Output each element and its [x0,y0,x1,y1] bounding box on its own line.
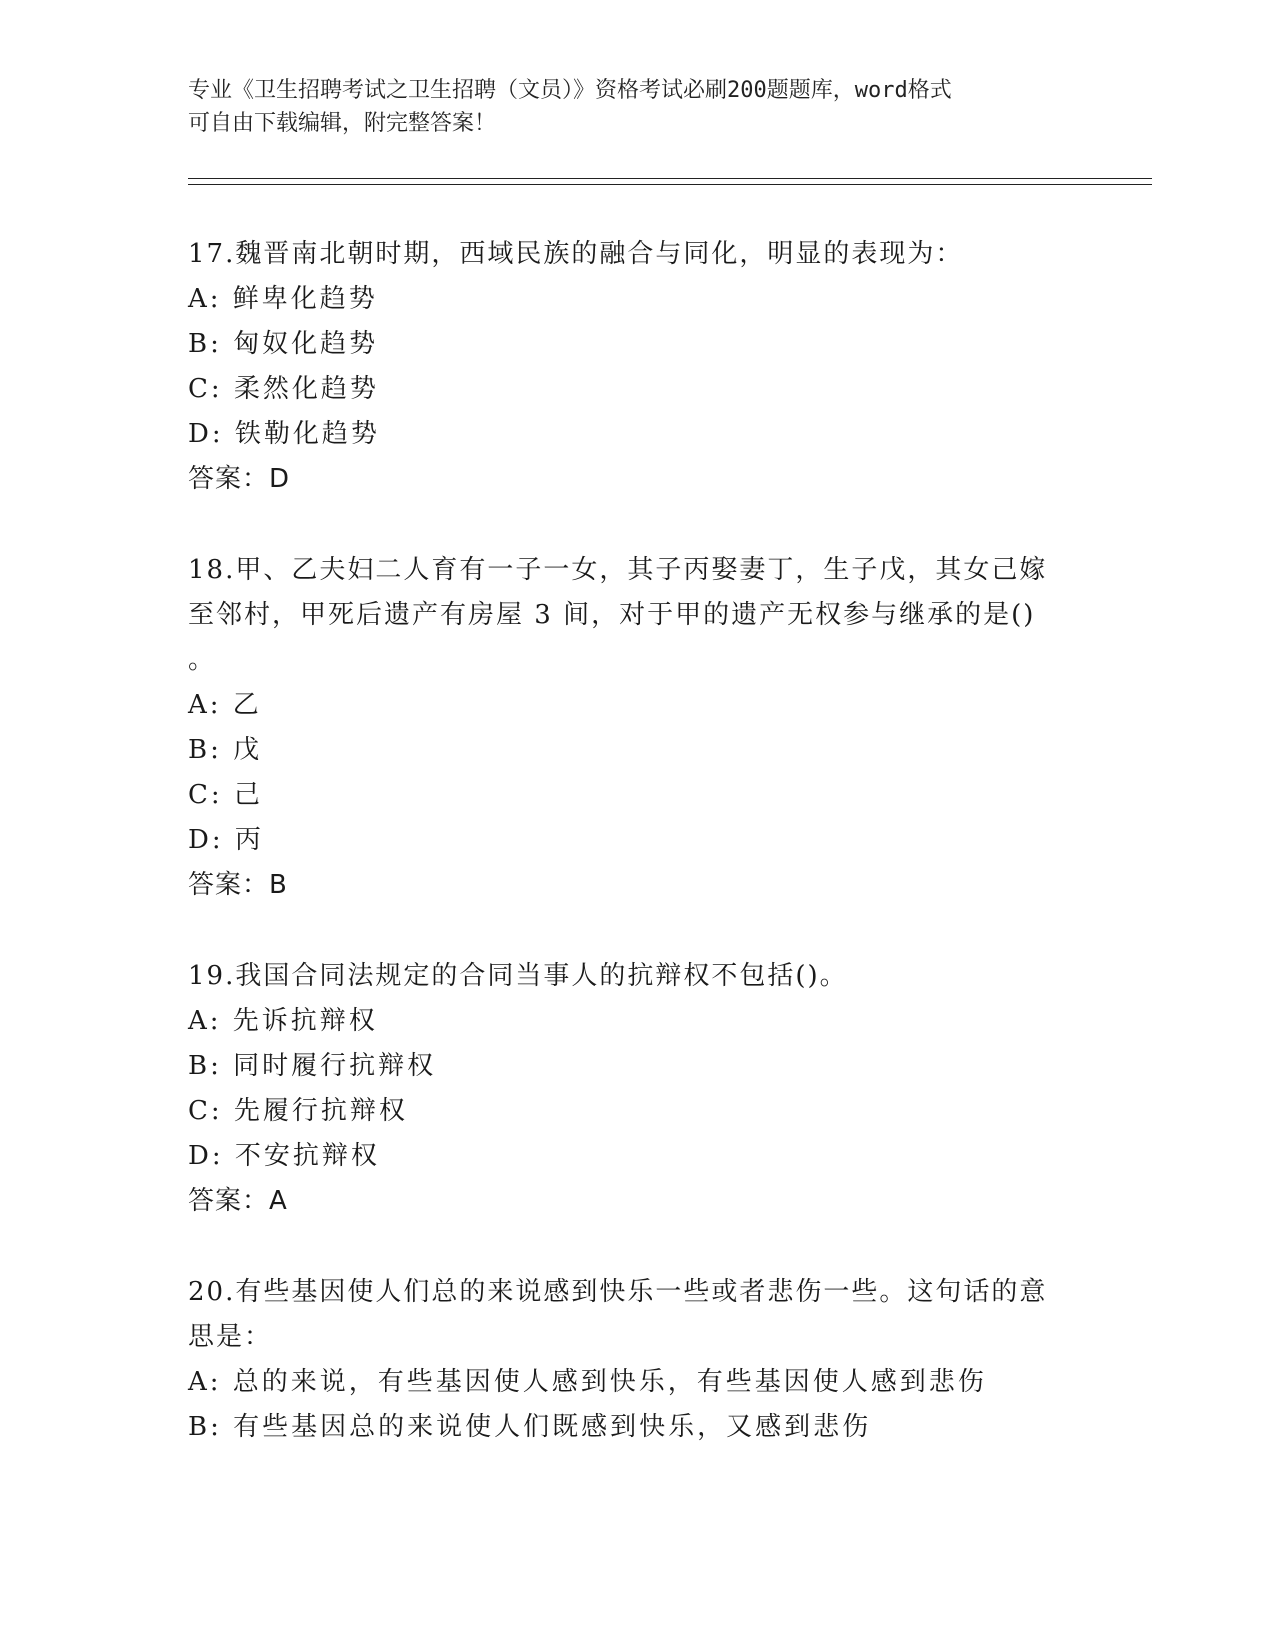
option-a: A: 鲜卑化趋势 [188,284,378,314]
question-spacer [188,908,1088,954]
question-18 [188,548,1088,908]
question-text: 18.甲、乙夫妇二人育有一子一女，其子丙娶妻丁，生子戊，其女己嫁 [188,555,1048,585]
header-line-1: 专业《卫生招聘考试之卫生招聘（文员）》资格考试必刷200题题库，word格式 [188,78,952,103]
option-a: A: 总的来说，有些基因使人感到快乐，有些基因使人感到悲伤 [188,1367,987,1397]
question-text-continued: 思是： [188,1322,273,1352]
question-text-continued: 。 [188,645,217,675]
option-b: B: 有些基因总的来说使人们既感到快乐，又感到悲伤 [188,1412,872,1442]
question-spacer [188,1224,1088,1270]
question-list [188,232,1088,1450]
option-b: B: 匈奴化趋势 [188,329,379,359]
option-c: C: 己 [188,780,263,810]
document-header [188,74,1088,140]
header-divider-bottom [188,184,1152,185]
question-17 [188,232,1088,502]
option-a: A: 乙 [188,690,262,720]
question-text: 17.魏晋南北朝时期，西域民族的融合与同化，明显的表现为： [188,239,964,269]
question-spacer [188,502,1088,548]
answer: 答案：D [188,464,291,494]
header-divider-top [188,178,1152,179]
option-b: B: 戊 [188,735,263,765]
header-line-2: 可自由下载编辑，附完整答案！ [188,111,497,136]
option-d: D: 铁勒化趋势 [188,419,380,449]
answer: 答案：B [188,870,288,900]
option-c: C: 先履行抗辩权 [188,1096,408,1126]
option-a: A: 先诉抗辩权 [188,1006,378,1036]
answer: 答案：A [188,1186,288,1216]
question-text-continued: 至邻村，甲死后遗产有房屋 3 间，对于甲的遗产无权参与继承的是() [188,600,1036,630]
option-c: C: 柔然化趋势 [188,374,379,404]
option-d: D: 丙 [188,825,264,855]
option-b: B: 同时履行抗辩权 [188,1051,437,1081]
question-19 [188,954,1088,1224]
option-d: D: 不安抗辩权 [188,1141,380,1171]
question-text: 20.有些基因使人们总的来说感到快乐一些或者悲伤一些。这句话的意 [188,1277,1048,1307]
question-text: 19.我国合同法规定的合同当事人的抗辩权不包括()。 [188,961,848,991]
question-20 [188,1270,1088,1450]
